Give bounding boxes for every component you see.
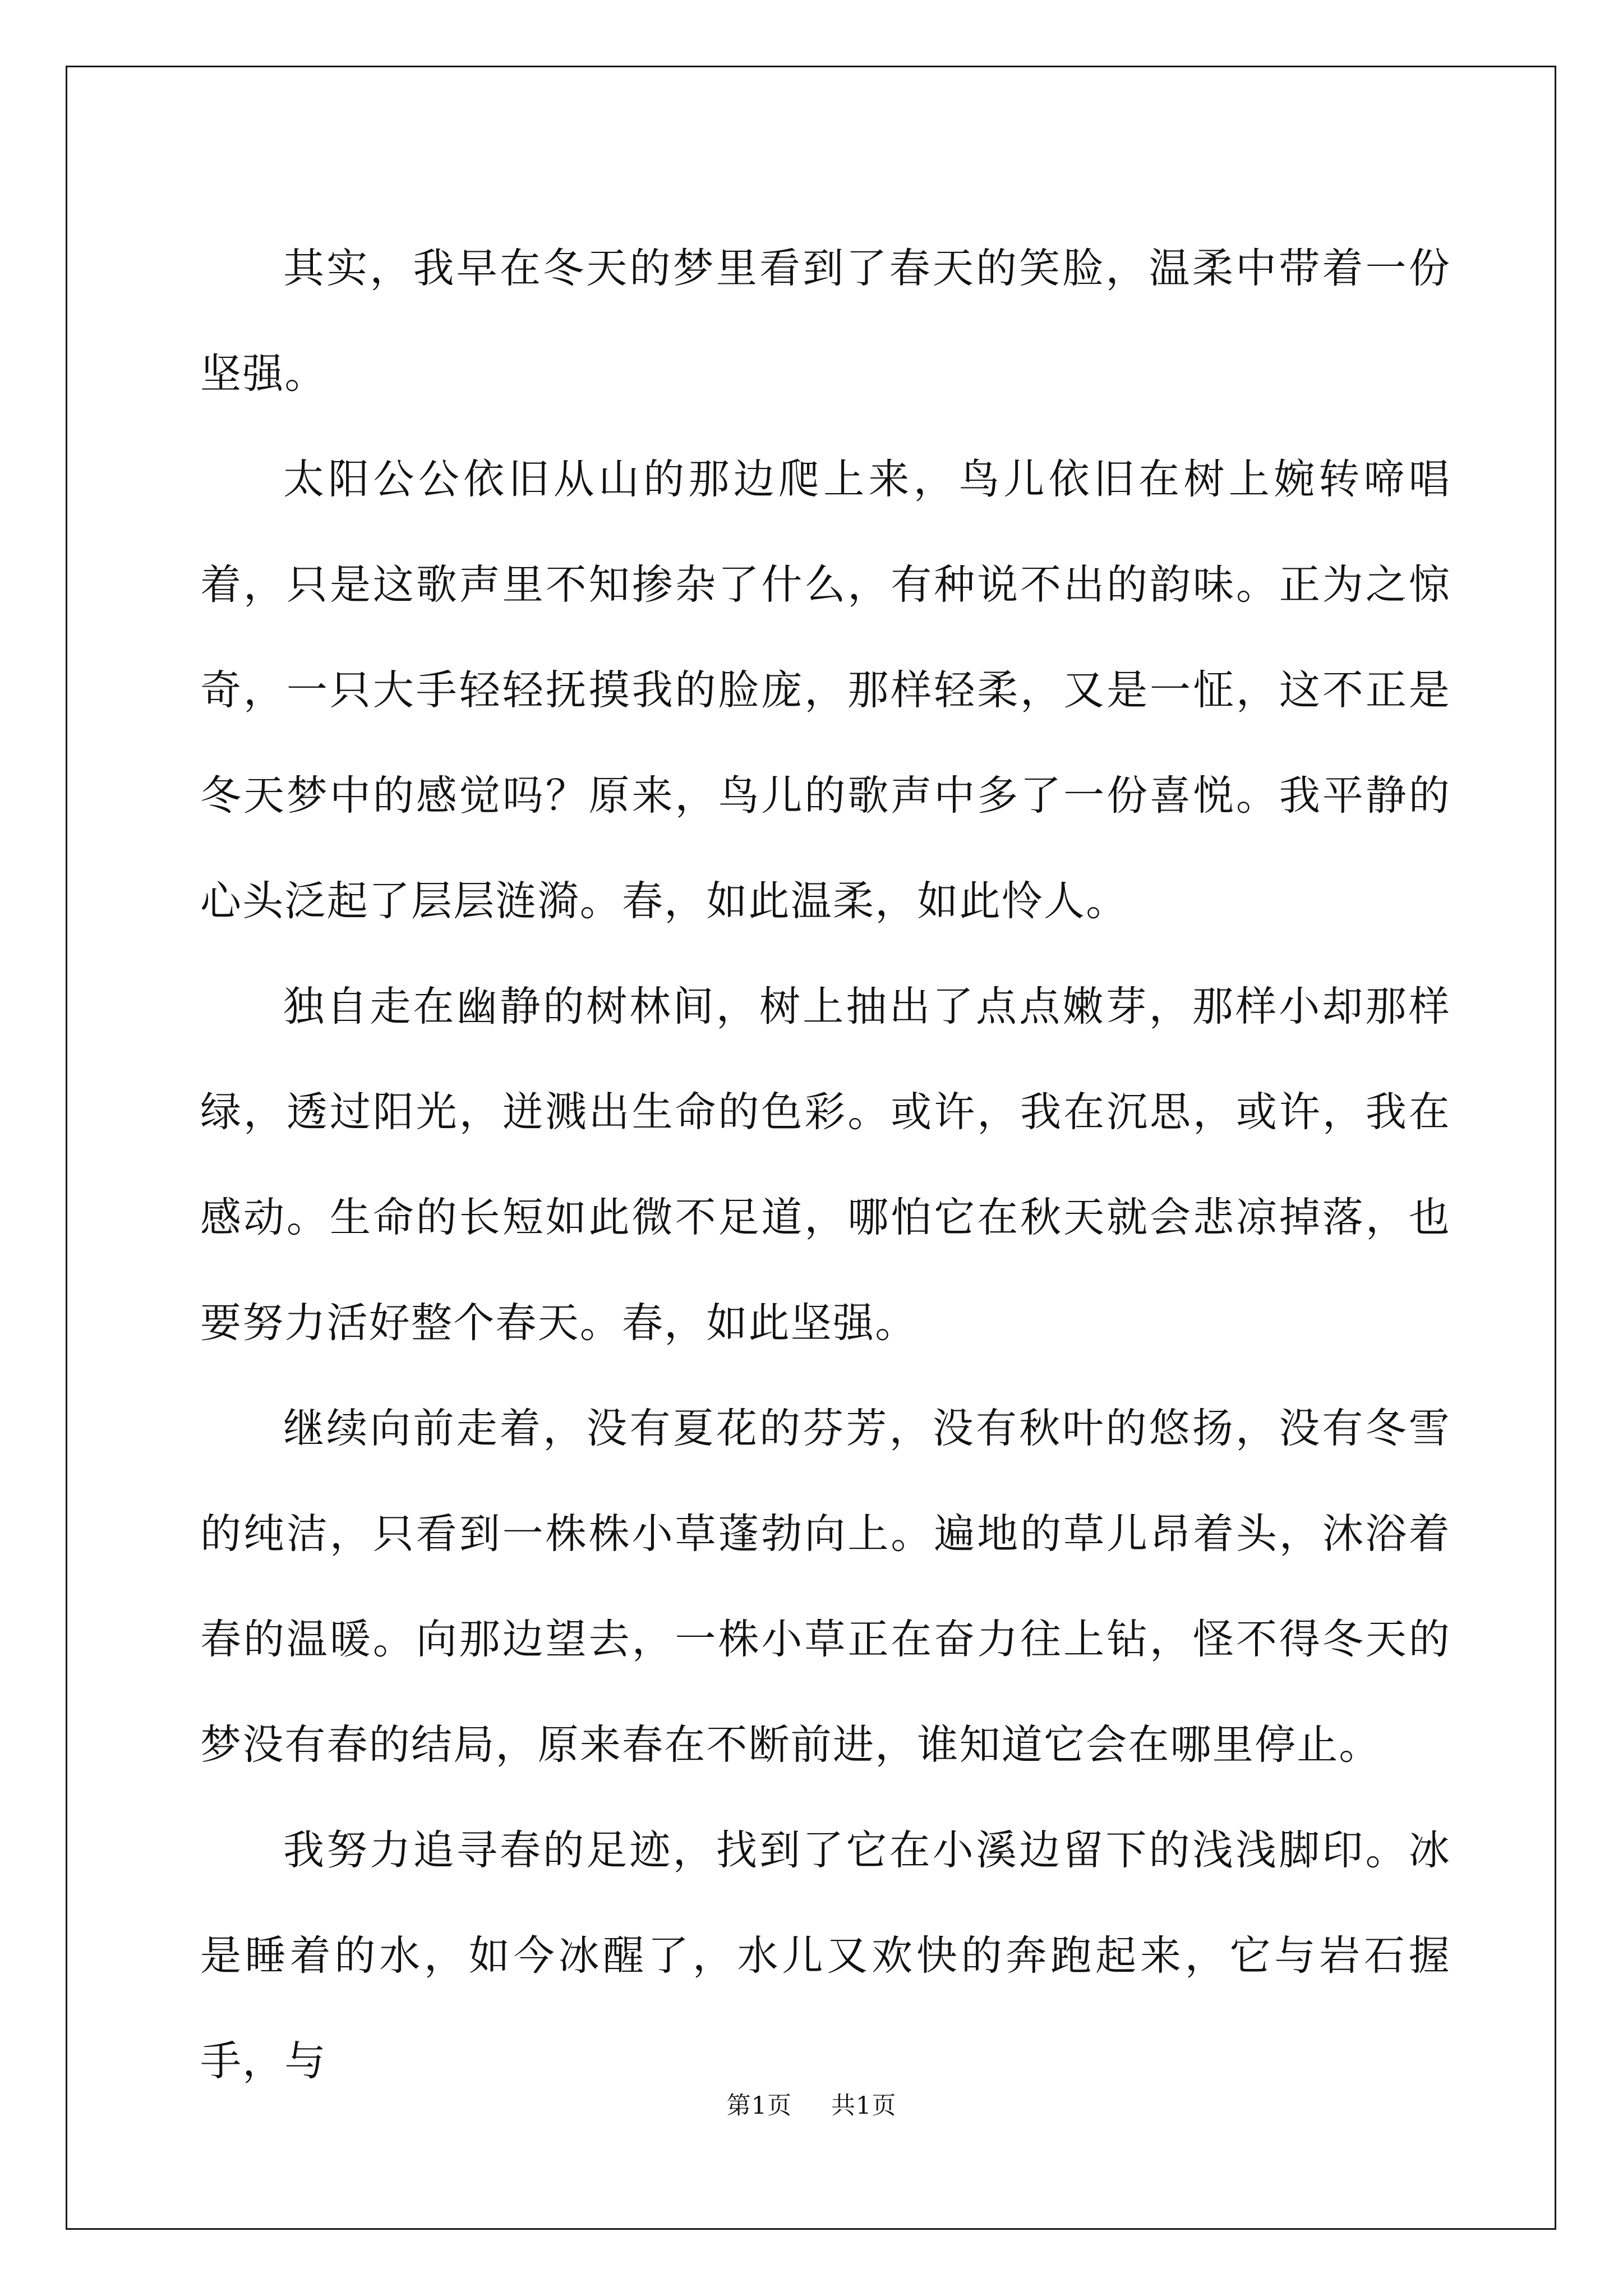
paragraph: 继续向前走着，没有夏花的芬芳，没有秋叶的悠扬，没有冬雪的纯洁，只看到一株株小草蓬勃向上。遍地的草儿昂着头，沐浴着春的温暖。向那边望去，一株小草正在奋力往上钻，怪不得冬天的梦没有春的结局，原来春在不断前进，谁知道它会在哪里停止。 xyxy=(200,1405,1451,1769)
paragraph: 我努力追寻春的足迹，找到了它在小溪边留下的浅浅脚印。冰是睡着的水，如今冰醒了，水儿又欢快的奔跑起来，它与岩石握手，与 xyxy=(200,1826,1451,2085)
paragraph: 独自走在幽静的树林间，树上抽出了点点嫩芽，那样小却那样绿，透过阳光，迸溅出生命的色彩。或许，我在沉思，或许，我在感动。生命的长短如此微不足道，哪怕它在秋天就会悲凉掉落，也要努力活好整个春天。春，如此坚强。 xyxy=(200,983,1451,1347)
page-total: 共1页 xyxy=(831,2092,897,2120)
page-footer xyxy=(0,2087,1623,2121)
paragraph: 其实，我早在冬天的梦里看到了春天的笑脸，温柔中带着一份坚强。 xyxy=(200,245,1451,398)
paragraph: 太阳公公依旧从山的那边爬上来，鸟儿依旧在树上婉转啼唱着，只是这歌声里不知掺杂了什么，有种说不出的韵味。正为之惊奇，一只大手轻轻抚摸我的脸庞，那样轻柔，又是一怔，这不正是冬天梦中的感觉吗？原来，鸟儿的歌声中多了一份喜悦。我平静的心头泛起了层层涟漪。春，如此温柔，如此怜人。 xyxy=(200,455,1451,925)
page-number: 第1页 xyxy=(726,2092,792,2120)
document-body xyxy=(200,216,1451,2114)
